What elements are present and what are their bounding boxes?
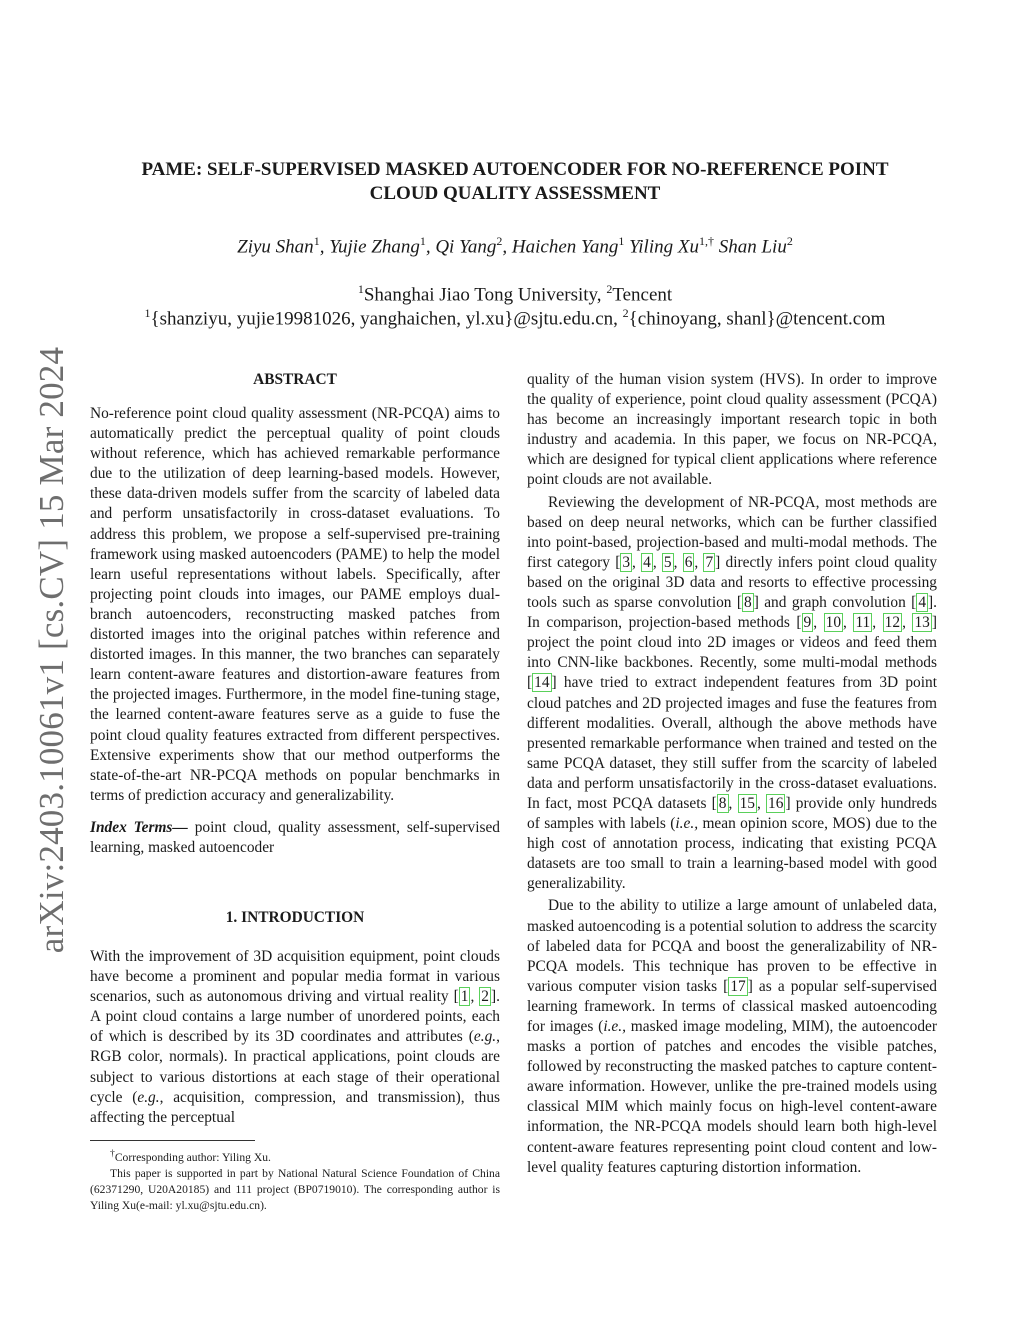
citation-link[interactable]: 8 xyxy=(718,794,727,812)
body-emphasis: i.e., xyxy=(603,1018,626,1035)
citation-link[interactable]: 6 xyxy=(684,553,693,571)
index-terms-text: point cloud, quality assessment, self-supervised learning, masked autoencoder xyxy=(90,818,500,856)
email-mark: 2 xyxy=(622,306,629,320)
citation-link[interactable]: 4 xyxy=(643,553,651,571)
right-column xyxy=(527,370,937,1178)
citation-link[interactable]: 13 xyxy=(914,614,930,632)
introduction-heading: 1. INTRODUCTION xyxy=(225,909,365,926)
intro-emphasis: e.g. xyxy=(137,1088,160,1106)
author-name: Haichen Yang xyxy=(511,236,619,258)
intro-text: , RGB color, normals). In practical applications, point clouds are subject to various distortions at each stage of their operational cycle ( xyxy=(90,1028,500,1106)
citation-link[interactable]: 14 xyxy=(534,674,550,692)
author-affiliation-mark: 1,† xyxy=(698,234,714,248)
citation-link[interactable]: 3 xyxy=(622,553,631,571)
body-text: Due to the ability to utilize a large amount of unlabeled data, masked autoencoding is a potential solution to address the scarcity of labeled data for PCQA and boost the generalizability of NR-PCQA models. This technique has proven to be effective in various computer vision tasks [ xyxy=(527,897,937,995)
left-column xyxy=(90,404,500,858)
author-name: Yujie Zhang xyxy=(329,236,420,258)
paper-title xyxy=(110,158,920,206)
footnote-divider xyxy=(90,1140,255,1141)
citation-link[interactable]: 9 xyxy=(803,614,812,632)
citation-link[interactable]: 12 xyxy=(884,614,901,632)
paragraph-masked-autoencoding xyxy=(527,896,937,1177)
paragraph-related-work: Reviewing the development of NR-PCQA, most methods are based on deep neural networks, which can be further classified into point-based, projection-based and multi-modal methods. The first category [ 3 , 4 , 5 , 6 , 7 ] directly infers point cloud quality based on the original 3D data and resorts to effective processing tools such as sparse convolution [ 8 ] and graph convolution [ 4 ]. In comparison, projection-based methods [ 9 , 10 , 11 , 12 , 13 ] project the point cloud into 2D images or videos and feed them into CNN-like backbones. Recently, some multi-modal methods [ 14 ] have tried to extract independent features from 3D point cloud patches and 2D projected images and fuse the features from different modalities. Overall, although the above methods have presented remarkable performance when trained and tested on the same PCQA dataset, they still suffer from the scarcity of labeled data and perform unsatisfactorily in the cross-dataset evaluations. In fact, most PCQA datasets [ 8 , 15 , 16 ] provide only hundreds of samples with labels (i.e., mean opinion score, MOS) due to the high cost of annotation process, indicating that existing PCQA datasets are too small to train a learning-based model with good generalizability. xyxy=(527,493,938,893)
author-affiliation-mark: 1 xyxy=(618,234,625,248)
email-line xyxy=(90,301,940,331)
author-name: Yiling Xu xyxy=(629,236,699,258)
body-text: ] provide only hundreds of samples with labels ( xyxy=(527,794,938,833)
email-group-2: {chinoyang, shanl}@tencent.com xyxy=(628,308,886,330)
intro-text: , acquisition, compression, and transmission), thus affecting the perceptual xyxy=(90,1088,501,1126)
author-affiliation-mark: 1 xyxy=(419,234,426,248)
email-group-1: {shanziyu, yujie19981026, yanghaichen, yl.xu}@sjtu.edu.cn, xyxy=(150,308,618,330)
footnote-corresponding: Corresponding author: Yiling Xu. xyxy=(114,1150,271,1164)
citation-link[interactable]: 17 xyxy=(730,977,746,995)
affiliation-1: Shanghai Jiao Tong University, xyxy=(363,284,602,306)
title-line-1: PAME: SELF-SUPERVISED MASKED AUTOENCODER FOR NO-REFERENCE POINT xyxy=(141,159,889,180)
citation-link[interactable]: 1 xyxy=(460,988,469,1006)
abstract-body: No-reference point cloud quality assessment (NR-PCQA) aims to automatically predict the perceptual quality of point clouds without reference, which has achieved remarkable performance due to the utilization of deep learning-based models. However, these data-driven models suffer from the scarcity of labeled data and perform unsatisfactorily in cross-dataset evaluations. To address this problem, we propose a self-supervised pre-training framework using masked autoencoders (PAME) to help the model learn useful representations without labels. Specifically, after projecting point clouds into images, our PAME employs dual-branch autoencoders, reconstructing masked patches from distorted images into the original patches within reference and distorted images. In this manner, the two branches can separately learn content-aware features and distortion-aware features from the projected images. Furthermore, in the model fine-tuning stage, the learned content-aware features serve as a guide to fuse the point cloud quality features extracted from different perspectives. Extensive experiments show that our method outperforms the state-of-the-art NR-PCQA methods on popular benchmarks in terms of prediction accuracy and generalizability. xyxy=(90,405,500,804)
index-terms xyxy=(90,818,500,858)
footnote-mark: † xyxy=(110,1148,115,1159)
body-text: masked image modeling, MIM), the autoencoder masks a portion of patches and encodes the visible patches, followed by reconstructing the masked patches to capture content-aware information. However, unlike the pre-trained models using classical MIM which mainly focus on high-level content-aware information, the NR-PCQA models should learn both high-level content-aware features representing point cloud content and low-level quality features capturing distortion information. xyxy=(527,1018,937,1176)
author-name: Ziyu Shan xyxy=(237,236,314,258)
author-name: Shan Liu xyxy=(718,236,787,258)
intro-text: With the improvement of 3D acquisition equipment, point clouds have become a prominent and popular media format in various scenarios, such as autonomous driving and virtual reality [ xyxy=(90,948,500,1006)
author-affiliation-mark: 2 xyxy=(496,234,503,248)
citation-link[interactable]: 5 xyxy=(663,553,672,571)
introduction-paragraph: With the improvement of 3D acquisition equipment, point clouds have become a prominent and popular media format in various scenarios, such as autonomous driving and virtual reality [ 1 , 2 ]. A point cloud contains a large number of unordered points, each of which is described by its 3D coordinates and attributes (e.g., RGB color, normals). In practical applications, point clouds are subject to various distortions at each stage of their operational cycle (e.g., acquisition, compression, and transmission), thus affecting the perceptual xyxy=(90,948,501,1126)
author-affiliation-mark: 2 xyxy=(786,234,793,248)
body-text: Reviewing the development of NR-PCQA, most methods are based on deep neural networks, which can be further classified into point-based, projection-based and multi-modal methods. The first category [ xyxy=(527,493,937,571)
body-text: ]. In comparison, projection-based methods [ xyxy=(527,594,937,632)
author-list: Ziyu Shan$^1$, Yujie Zhang$^1$, Qi Yang$^2$, Haichen Yang$^1$ Yiling $Xu^{1,\dagger}$ Shan Liu$^2$ xyxy=(237,234,793,258)
citation-link[interactable]: 15 xyxy=(739,794,755,812)
author-name: Qi Yang xyxy=(435,236,497,258)
arxiv-identifier-stamp: arXiv:2403.10061v1 [cs.CV] 15 Mar 2024 xyxy=(32,346,71,954)
citation-link[interactable]: 16 xyxy=(768,794,784,812)
author-affiliation-mark: 1 xyxy=(313,234,320,248)
citation-link[interactable]: 2 xyxy=(481,988,489,1006)
intro-text: ]. A point cloud contains a large number of unordered points, each of which is described by its 3D coordinates and attributes ( xyxy=(90,988,500,1046)
affiliation-2: Tencent xyxy=(612,284,673,306)
affiliation-mark: 1 xyxy=(357,282,364,296)
email-mark: 1 xyxy=(144,306,151,320)
abstract-heading: ABSTRACT xyxy=(253,371,337,388)
body-text: ] directly infers point cloud quality based on the original 3D data and resorts to effective processing tools such as sparse convolution [ xyxy=(527,553,938,612)
footnotes xyxy=(90,1146,500,1214)
footnote-funding: This paper is supported in part by National Natural Science Foundation of China (62371290, U20A20185) and 111 project (BP0719010). The corresponding author is Yiling Xu(e-mail: yl.xu@sjtu.edu.cn). xyxy=(90,1166,500,1212)
title-line-2: CLOUD QUALITY ASSESSMENT xyxy=(369,183,661,204)
index-terms-label: Index Terms— xyxy=(90,818,188,836)
citation-link[interactable]: 8 xyxy=(744,594,752,612)
citation-link[interactable]: 10 xyxy=(825,614,842,632)
citation-link[interactable]: 11 xyxy=(855,614,871,632)
intro-emphasis: e.g. xyxy=(473,1028,497,1046)
citation-link[interactable]: 7 xyxy=(705,553,714,571)
affiliation-mark: 2 xyxy=(606,282,613,296)
citation-link[interactable]: 4 xyxy=(918,594,927,612)
body-text: ] and graph convolution [ xyxy=(753,594,917,612)
body-text: ] have tried to extract independent features from 3D point cloud patches and 2D projected images and fuse the features from different modalities. Overall, although the above methods have presented remarkable performance when trained and tested on the same PCQA dataset, they still suffer from the scarcity of labeled data and perform unsatisfactorily in the cross-dataset evaluations. In fact, most PCQA datasets [ xyxy=(527,674,937,812)
body-emphasis: i.e., xyxy=(675,815,699,833)
body-text: ] project the point cloud into 2D images or videos and feed them into CNN-like backbones. Recently, some multi-modal methods [ xyxy=(527,614,937,692)
paragraph-continued: quality of the human vision system (HVS). In order to improve the quality of experience, point cloud quality assessment (PCQA) has become an increasingly important research topic in both industry and academia. In this paper, we focus on NR-PCQA, which are designed for typical client applications where reference point clouds are not available. xyxy=(527,371,937,489)
body-text: mean opinion score, MOS) due to the high cost of annotation process, indicating that existing PCQA datasets are too small to train a learning-based model with good generalizability. xyxy=(527,815,937,893)
body-text: ] as a popular self-supervised learning framework. In terms of classical masked autoencoding for images ( xyxy=(527,977,937,1035)
